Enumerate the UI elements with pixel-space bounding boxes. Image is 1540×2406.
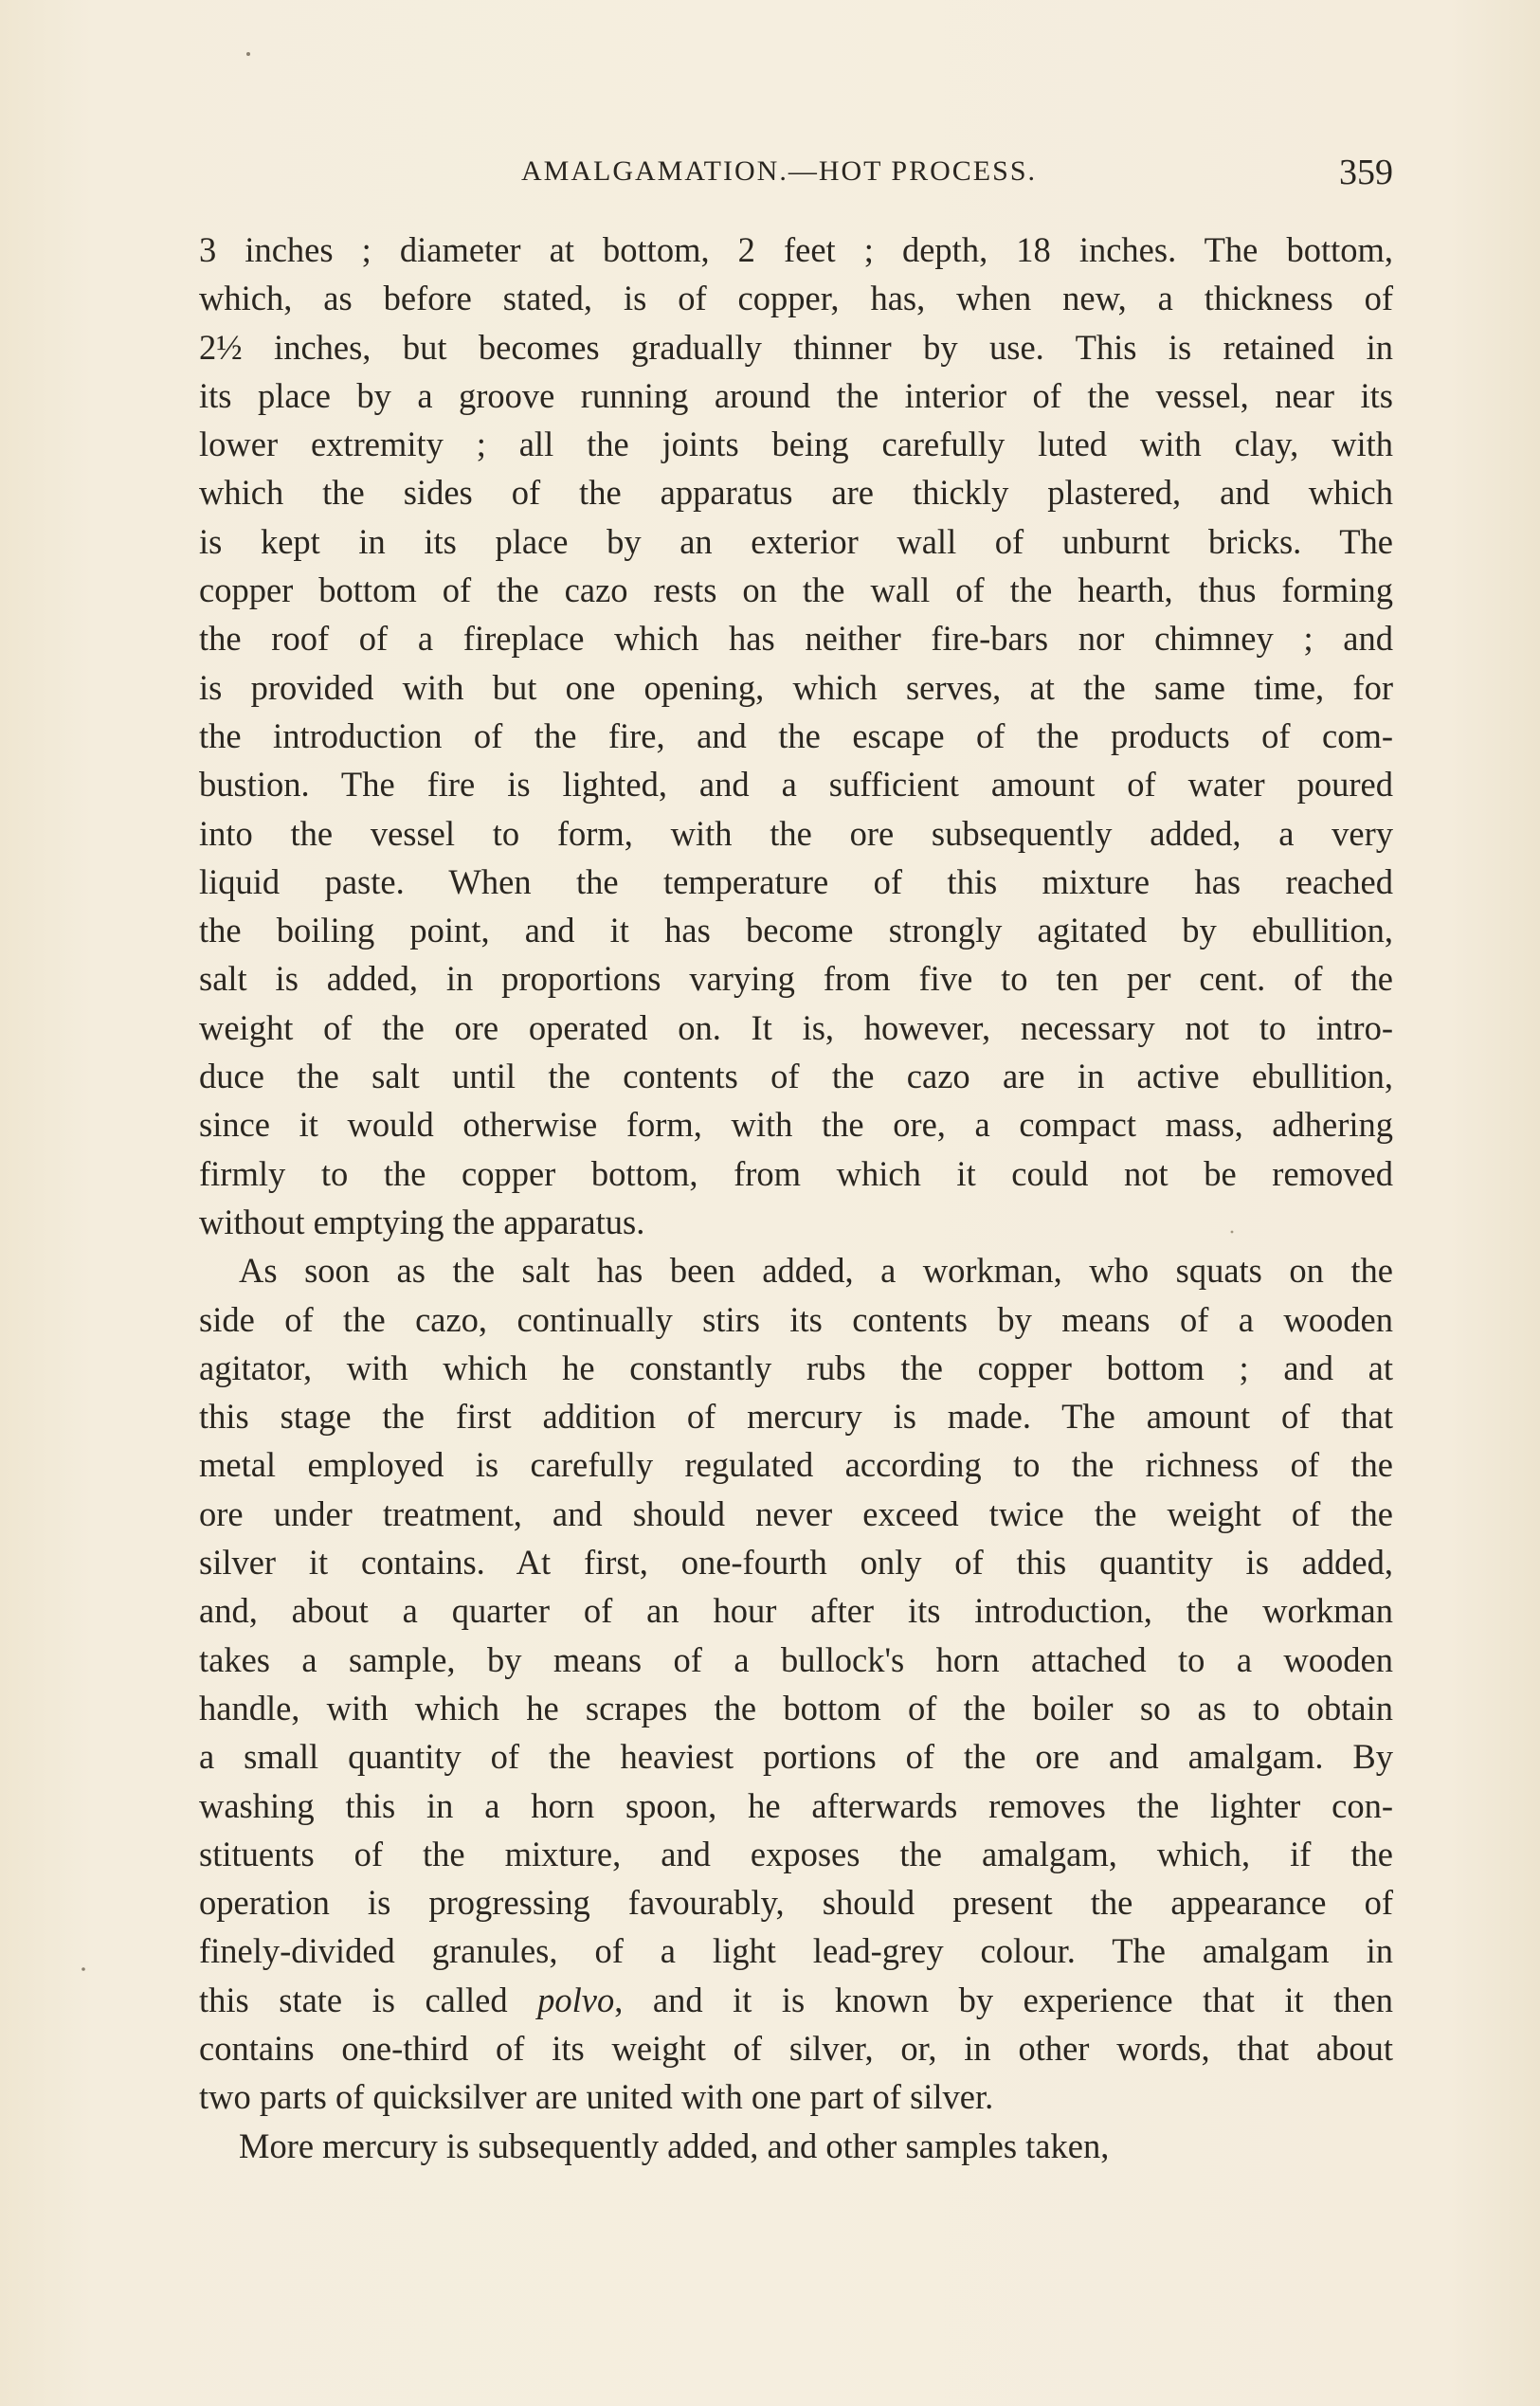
- text-line: liquid paste. When the temperature of this mixture has reached: [199, 861, 1393, 901]
- text-line: this stage the first addition of mercury is made. The amount of that: [199, 1397, 1393, 1437]
- text-line: firmly to the copper bottom, from which it could not be removed: [199, 1153, 1393, 1193]
- text-line: ore under treatment, and should never exceed twice the weight of the: [199, 1493, 1393, 1533]
- text-line: copper bottom of the cazo rests on the wall of the hearth, thus forming: [199, 570, 1393, 610]
- text-line: silver it contains. At first, one-fourth only of this quantity is added,: [199, 1543, 1393, 1583]
- text-line: 2½ inches, but becomes gradually thinner by use. This is retained in: [199, 327, 1393, 367]
- text-line: washing this in a horn spoon, he afterwards removes the lighter con-: [199, 1785, 1393, 1825]
- text-line: since it would otherwise form, with the ore, a compact mass, adhering: [199, 1105, 1393, 1145]
- text-line: handle, with which he scrapes the bottom of the boiler so as to obtain: [199, 1688, 1393, 1728]
- speck: [82, 1967, 85, 1971]
- text-line: side of the cazo, continually stirs its contents by means of a wooden: [199, 1299, 1393, 1339]
- text-line: duce the salt until the contents of the cazo are in active ebullition,: [199, 1057, 1393, 1096]
- text-line: its place by a groove running around the interior of the vessel, near its: [199, 375, 1393, 415]
- text-line: without emptying the apparatus.: [199, 1202, 645, 1241]
- text-line: this state is called polvo, and it is known by experience that it then: [199, 1980, 1394, 2019]
- text-line: contains one-third of its weight of silver, or, in other words, that about: [199, 2028, 1393, 2068]
- page-number: 359: [1339, 153, 1393, 192]
- text-line: is kept in its place by an exterior wall of unburnt bricks. The: [199, 521, 1393, 561]
- text-line: which, as before stated, is of copper, has, when new, a thickness of: [199, 279, 1393, 318]
- text-line: the boiling point, and it has become strongly agitated by ebullition,: [199, 911, 1393, 950]
- body-text: [199, 226, 1393, 2170]
- text-line: takes a sample, by means of a bullock's horn attached to a wooden: [199, 1639, 1393, 1679]
- text-line: More mercury is subsequently added, and other samples taken,: [239, 2126, 1110, 2165]
- text-line: which the sides of the apparatus are thickly plastered, and which: [199, 473, 1393, 513]
- italic-term: polvo: [537, 1980, 615, 2019]
- running-header: [199, 152, 1393, 199]
- text-line: the roof of a fireplace which has neither fire-bars nor chimney ; and: [199, 619, 1393, 659]
- running-title: AMALGAMATION.—HOT PROCESS.: [521, 155, 1037, 187]
- text-line: metal employed is carefully regulated according to the richness of the: [199, 1445, 1393, 1485]
- text-line: the introduction of the fire, and the escape of the products of com-: [199, 715, 1393, 755]
- text-line: two parts of quicksilver are united with one part of silver.: [199, 2077, 994, 2117]
- text-line: is provided with but one opening, which serves, at the same time, for: [199, 667, 1393, 707]
- text-line: As soon as the salt has been added, a workman, who squats on the: [239, 1251, 1393, 1291]
- text-line: stituents of the mixture, and exposes the amalgam, which, if the: [199, 1834, 1393, 1873]
- text-line: and, about a quarter of an hour after its introduction, the workman: [199, 1591, 1393, 1631]
- text-line: lower extremity ; all the joints being carefully luted with clay, with: [199, 425, 1393, 464]
- text-line: a small quantity of the heaviest portions of the ore and amalgam. By: [199, 1737, 1393, 1777]
- text-line: weight of the ore operated on. It is, however, necessary not to intro-: [199, 1007, 1393, 1047]
- text-line: operation is progressing favourably, should present the appearance of: [199, 1883, 1393, 1923]
- text-line: into the vessel to form, with the ore subsequently added, a very: [199, 813, 1393, 853]
- text-line: bustion. The fire is lighted, and a sufficient amount of water poured: [199, 765, 1393, 805]
- speck: [246, 52, 250, 56]
- text-line: salt is added, in proportions varying from five to ten per cent. of the: [199, 959, 1393, 999]
- text-line: 3 inches ; diameter at bottom, 2 feet ; depth, 18 inches. The bottom,: [199, 230, 1393, 269]
- text-line: agitator, with which he constantly rubs the copper bottom ; and at: [199, 1348, 1393, 1387]
- text-line: finely-divided granules, of a light lead-grey colour. The amalgam in: [199, 1931, 1393, 1971]
